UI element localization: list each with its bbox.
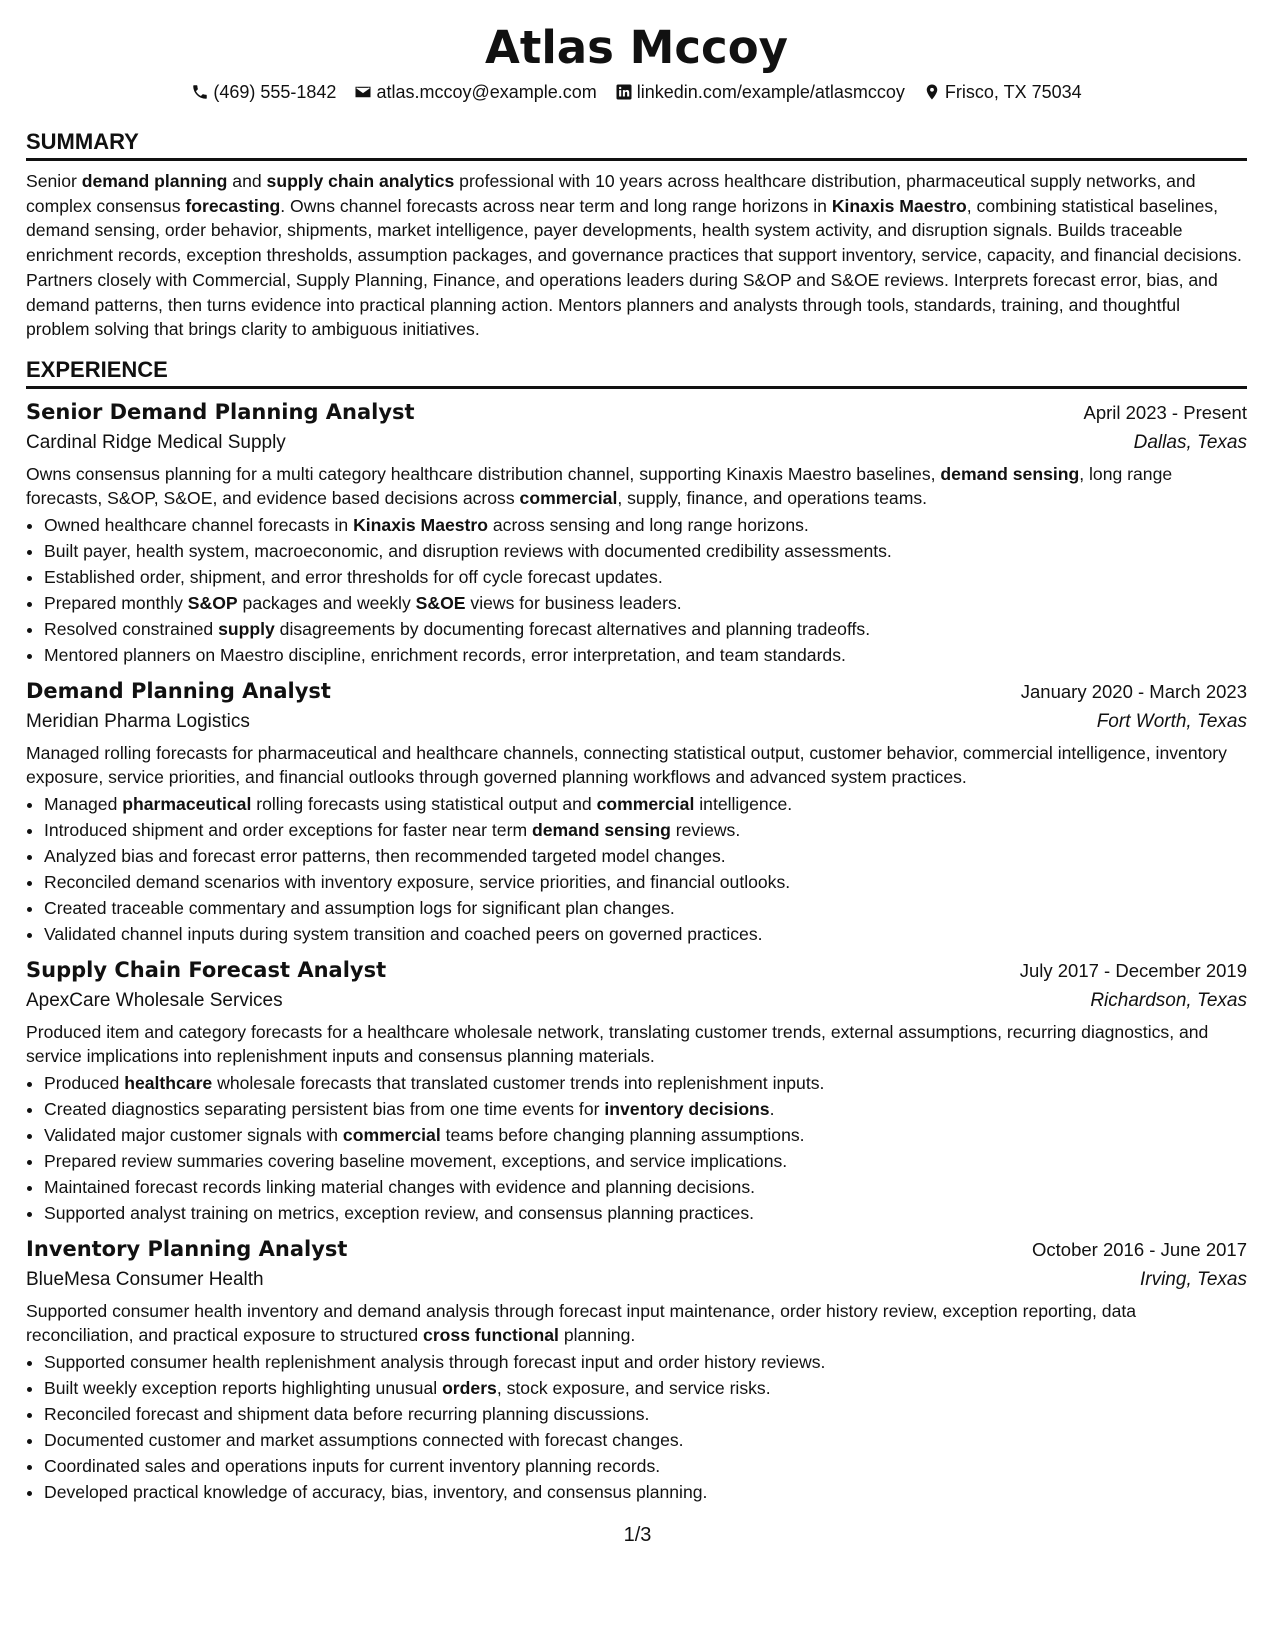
bold-keyword: inventory decisions	[604, 1098, 770, 1119]
text-run: Resolved constrained	[44, 618, 219, 639]
text-run: Senior	[26, 171, 82, 191]
job-bullet	[44, 1122, 1247, 1148]
text-run: Documented customer and market assumptions connected with forecast changes.	[44, 1429, 684, 1450]
text-run: wholesale forecasts that translated customer trends into replenishment inputs.	[212, 1072, 825, 1093]
job-entry	[26, 397, 1247, 668]
text-run: Supported consumer health inventory and demand analysis through forecast input maintenance, order history review, exception reporting, data reconciliation, and practical exposure to structured	[26, 1300, 1137, 1345]
text-run: Owned healthcare channel forecasts in	[44, 514, 354, 535]
text-run: professional with 10 years across healthcare distribution, pharmaceutical supply networks, and complex consensus	[26, 171, 1196, 216]
bold-keyword: commercial	[342, 1124, 441, 1145]
text-run: Validated channel inputs during system transition and coached peers on governed practices.	[44, 923, 763, 944]
summary-heading: SUMMARY	[26, 128, 1247, 161]
job-title: Demand Planning Analyst	[26, 678, 331, 703]
text-run: Built payer, health system, macroeconomic, and disruption reviews with documented credibility assessments.	[44, 540, 892, 561]
bold-keyword: Kinaxis Maestro	[831, 195, 967, 216]
text-run: Produced	[44, 1072, 125, 1093]
bold-keyword: S&OE	[415, 592, 466, 613]
bold-keyword: orders	[442, 1377, 497, 1398]
text-run: rolling forecasts using statistical output and	[251, 793, 597, 814]
text-run: Validated major customer signals with	[44, 1124, 343, 1145]
job-bullet	[44, 1427, 1247, 1453]
text-run: , supply, finance, and operations teams.	[617, 487, 928, 508]
job-title: Inventory Planning Analyst	[26, 1236, 348, 1261]
job-bullet	[44, 616, 1247, 642]
text-run: Introduced shipment and order exceptions for faster near term	[44, 819, 532, 840]
page-number: 1/3	[623, 1524, 652, 1546]
text-run: , stock exposure, and service risks.	[496, 1377, 771, 1398]
text-run: Developed practical knowledge of accuracy, bias, inventory, and consensus planning.	[44, 1481, 708, 1502]
experience-heading: EXPERIENCE	[26, 356, 1247, 389]
job-bullet	[44, 1148, 1247, 1174]
job-title: Senior Demand Planning Analyst	[26, 399, 415, 424]
job-bullet	[44, 1200, 1247, 1226]
bold-keyword: supply chain analytics	[266, 171, 455, 191]
phone-icon	[191, 83, 209, 101]
text-run: Built weekly exception reports highlighting unusual	[44, 1377, 443, 1398]
bold-keyword: supply	[218, 618, 275, 639]
job-dates: October 2016 - June 2017	[1032, 1238, 1247, 1260]
text-run: Reconciled demand scenarios with inventory exposure, service priorities, and financial outlooks.	[44, 871, 791, 892]
text-run: Produced item and category forecasts for a healthcare wholesale network, translating customer trends, external assumptions, recurring diagnostics, and service implications into replenishment inputs and consensus planning materials.	[26, 1021, 1209, 1066]
job-description	[26, 741, 1247, 789]
job-dates: July 2017 - December 2019	[1019, 959, 1247, 981]
text-run: Managed	[44, 793, 123, 814]
text-run: Owns consensus planning for a multi category healthcare distribution channel, supporting Kinaxis Maestro baselines,	[26, 463, 941, 484]
contact-email[interactable]	[354, 80, 596, 104]
contact-linkedin[interactable]	[615, 80, 905, 104]
bold-keyword: pharmaceutical	[122, 793, 252, 814]
linkedin-icon	[615, 83, 633, 101]
contact-phone-text: (469) 555-1842	[213, 82, 337, 102]
text-run: planning.	[558, 1324, 636, 1345]
text-run: Reconciled forecast and shipment data before recurring planning discussions.	[44, 1403, 650, 1424]
job-bullet	[44, 642, 1247, 668]
job-company-row	[26, 428, 1247, 458]
contact-location	[923, 80, 1082, 104]
text-run: , combining statistical baselines, demand sensing, order behavior, shipments, market intelligence, payer developments, health system activity, and disruption signals. Builds traceable enrichment records, exception thresholds, assumption packages, and governance practices that support inventory, service, capacity, and financial decisions. Partners closely with Commercial, Supply Planning, Finance, and operations leaders during S&OP and S&OE reviews. Interprets forecast error, bias, and demand patterns, then turns evidence into practical planning action. Mentors planners and analysts through tools, standards, training, and thoughtful problem solving that brings clarity to ambiguous initiatives.	[26, 195, 1242, 340]
experience-section	[26, 356, 1247, 1505]
job-header-row	[26, 1234, 1247, 1265]
text-run: packages and weekly	[237, 592, 416, 613]
job-dates: April 2023 - Present	[1083, 401, 1247, 423]
summary-section	[26, 128, 1247, 342]
job-bullet	[44, 1070, 1247, 1096]
text-run: teams before changing planning assumptions.	[440, 1124, 805, 1145]
job-bullet	[44, 817, 1247, 843]
job-header-row	[26, 397, 1247, 428]
job-bullet-list	[26, 1349, 1247, 1505]
job-bullet	[44, 1375, 1247, 1401]
job-header-row	[26, 955, 1247, 986]
job-company-row	[26, 986, 1247, 1016]
job-bullet	[44, 1401, 1247, 1427]
job-bullet	[44, 590, 1247, 616]
text-run: intelligence.	[694, 793, 793, 814]
job-location: Richardson, Texas	[1090, 989, 1247, 1011]
job-location: Dallas, Texas	[1133, 431, 1247, 453]
text-run: across sensing and long range horizons.	[488, 514, 809, 535]
contact-location-text: Frisco, TX 75034	[944, 82, 1082, 102]
resume-page	[26, 22, 1247, 1505]
job-bullet	[44, 1096, 1247, 1122]
text-run: Supported consumer health replenishment analysis through forecast input and order history reviews.	[44, 1351, 826, 1372]
job-company: BlueMesa Consumer Health	[26, 1268, 264, 1290]
bold-keyword: commercial	[596, 793, 695, 814]
bold-keyword: Kinaxis Maestro	[353, 514, 488, 535]
job-bullet	[44, 1453, 1247, 1479]
job-description	[26, 1299, 1247, 1347]
text-run: Mentored planners on Maestro discipline, enrichment records, error interpretation, and team standards.	[44, 644, 846, 665]
job-description	[26, 1020, 1247, 1068]
job-entry	[26, 955, 1247, 1226]
text-run: Prepared review summaries covering baseline movement, exceptions, and service implications.	[44, 1150, 788, 1171]
text-run: disagreements by documenting forecast alternatives and planning tradeoffs.	[274, 618, 871, 639]
text-run: Maintained forecast records linking material changes with evidence and planning decisions.	[44, 1176, 756, 1197]
job-description	[26, 462, 1247, 510]
job-title: Supply Chain Forecast Analyst	[26, 957, 387, 982]
text-run: Created traceable commentary and assumption logs for significant plan changes.	[44, 897, 675, 918]
job-company: Meridian Pharma Logistics	[26, 710, 250, 732]
job-bullet	[44, 1479, 1247, 1505]
text-run: .	[769, 1098, 775, 1119]
job-bullet	[44, 921, 1247, 947]
job-company-row	[26, 1265, 1247, 1295]
text-run: Established order, shipment, and error thresholds for off cycle forecast updates.	[44, 566, 663, 587]
contact-phone[interactable]	[191, 80, 336, 104]
bold-keyword: healthcare	[124, 1072, 213, 1093]
job-bullet	[44, 843, 1247, 869]
job-list	[26, 397, 1247, 1505]
job-bullet	[44, 538, 1247, 564]
job-location: Fort Worth, Texas	[1096, 710, 1247, 732]
job-bullet	[44, 869, 1247, 895]
bold-keyword: cross functional	[423, 1324, 559, 1345]
job-bullet-list	[26, 1070, 1247, 1226]
job-bullet	[44, 1349, 1247, 1375]
map-pin-icon	[923, 83, 941, 101]
text-run: Coordinated sales and operations inputs for current inventory planning records.	[44, 1455, 661, 1476]
job-entry	[26, 676, 1247, 947]
job-bullet	[44, 895, 1247, 921]
job-header-row	[26, 676, 1247, 707]
text-run: . Owns channel forecasts across near term and long range horizons in	[280, 195, 832, 216]
job-bullet	[44, 564, 1247, 590]
bold-keyword: demand sensing	[940, 463, 1080, 484]
candidate-name: Atlas Mccoy	[485, 21, 788, 74]
job-bullet	[44, 512, 1247, 538]
job-dates: January 2020 - March 2023	[1020, 680, 1247, 702]
contact-email-text: atlas.mccoy@example.com	[376, 82, 597, 102]
job-bullet-list	[26, 791, 1247, 947]
text-run: , long range forecasts, S&OP, S&OE, and evidence based decisions across	[26, 463, 1173, 508]
bold-keyword: demand planning	[81, 171, 228, 191]
envelope-icon	[354, 83, 372, 101]
job-company-row	[26, 707, 1247, 737]
text-run: Created diagnostics separating persistent bias from one time events for	[44, 1098, 605, 1119]
text-run: Supported analyst training on metrics, exception review, and consensus planning practices.	[44, 1202, 755, 1223]
text-run: views for business leaders.	[465, 592, 682, 613]
bold-keyword: commercial	[519, 487, 618, 508]
text-run: Analyzed bias and forecast error patterns, then recommended targeted model changes.	[44, 845, 726, 866]
job-bullet-list	[26, 512, 1247, 668]
text-run: reviews.	[670, 819, 741, 840]
job-bullet	[44, 1174, 1247, 1200]
job-entry	[26, 1234, 1247, 1505]
job-company: ApexCare Wholesale Services	[26, 989, 283, 1011]
text-run: Prepared monthly	[44, 592, 188, 613]
contact-bar	[26, 80, 1247, 104]
bold-keyword: demand sensing	[532, 819, 671, 840]
bold-keyword: S&OP	[187, 592, 238, 613]
job-bullet	[44, 791, 1247, 817]
text-run: and	[227, 171, 267, 191]
job-company: Cardinal Ridge Medical Supply	[26, 431, 286, 453]
contact-linkedin-text: linkedin.com/example/atlasmccoy	[636, 82, 905, 102]
text-run: Managed rolling forecasts for pharmaceutical and healthcare channels, connecting statistical output, customer behavior, commercial intelligence, inventory exposure, service priorities, and financial outlooks through governed planning workflows and advanced system practices.	[26, 742, 1227, 787]
job-location: Irving, Texas	[1139, 1268, 1247, 1290]
summary-text	[26, 169, 1247, 342]
bold-keyword: forecasting	[185, 195, 281, 216]
